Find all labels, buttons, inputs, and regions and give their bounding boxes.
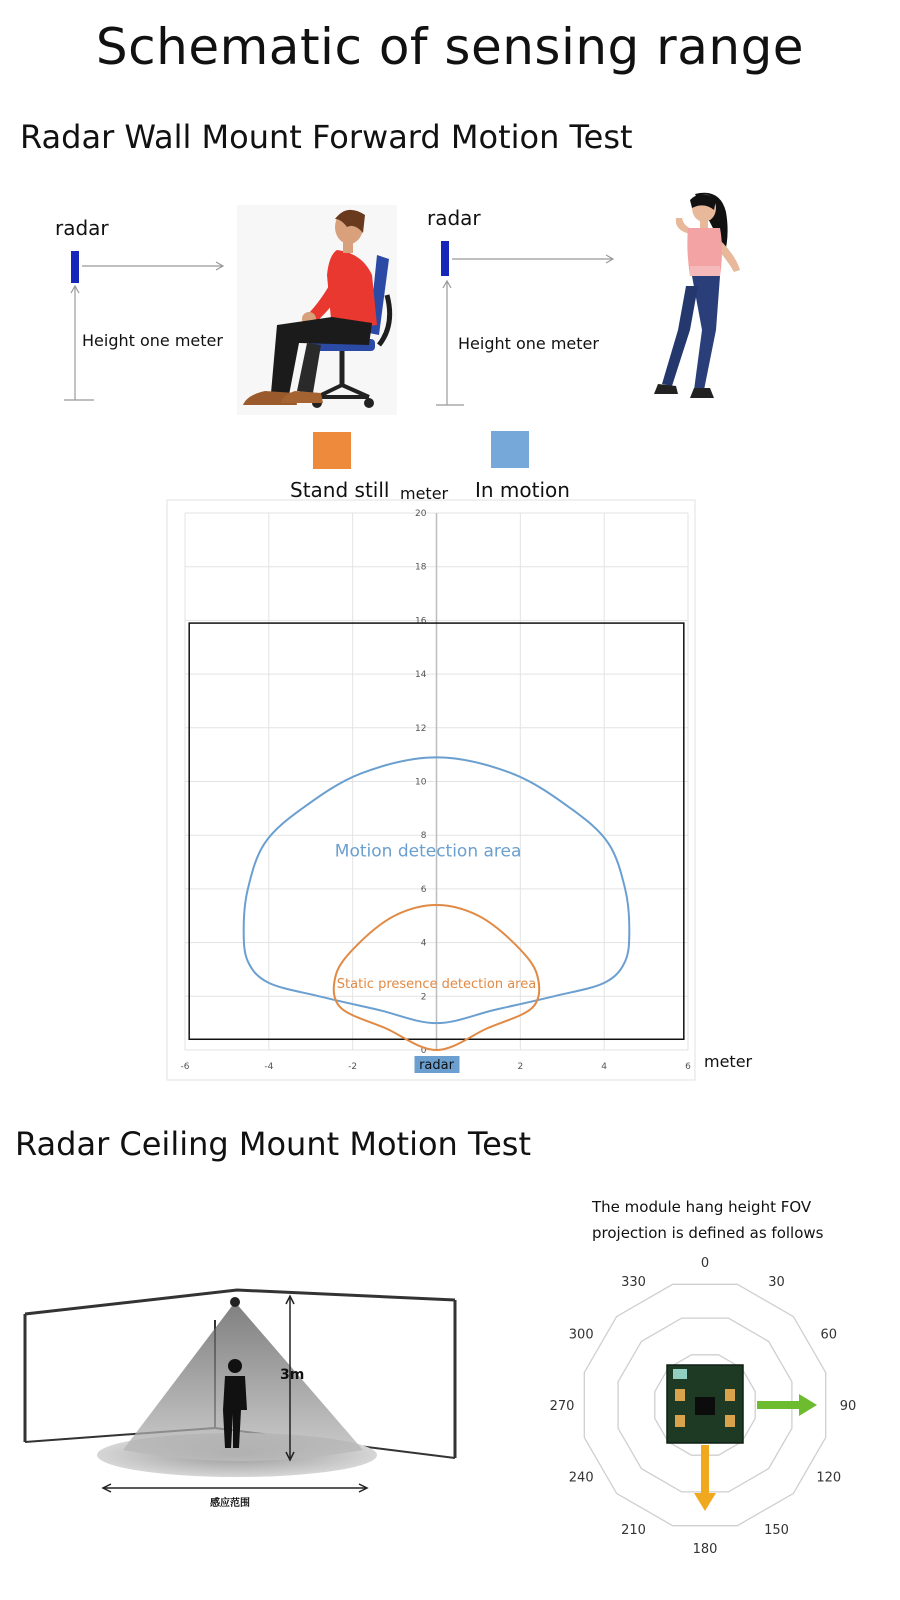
detection-area-label: Motion detection area: [334, 841, 522, 862]
x-tick-label: -4: [264, 1062, 274, 1072]
page-title: Schematic of sensing range: [95, 18, 805, 76]
fov-angle-label: 210: [621, 1522, 646, 1538]
y-tick-label: 16: [415, 616, 427, 627]
x-tick-label: -2: [348, 1062, 358, 1072]
x-tick-label: -6: [180, 1062, 190, 1072]
sensing-range-label: 感应范围: [210, 1498, 250, 1509]
x-axis-title: meter: [704, 1052, 753, 1071]
detection-area-label: Static presence detection area: [336, 977, 537, 993]
arrow-180-shaft: [701, 1445, 709, 1495]
fov-angle-label: 30: [768, 1275, 785, 1291]
fov-note-line1: The module hang height FOV: [592, 1198, 812, 1216]
module-connector: [673, 1369, 687, 1379]
y-tick-label: 20: [415, 509, 427, 519]
y-tick-label: 10: [415, 777, 427, 788]
x-tick-label: 2: [517, 1062, 524, 1072]
y-tick-label: 4: [420, 938, 427, 949]
module-antenna-pad: [675, 1389, 685, 1401]
ceiling-mount-heading: Radar Ceiling Mount Motion Test: [15, 1125, 531, 1163]
fov-angle-label: 330: [621, 1275, 646, 1291]
y-tick-label: 12: [415, 723, 427, 734]
module-antenna-pad: [725, 1415, 735, 1427]
x-tick-label: 6: [685, 1062, 691, 1072]
fov-angle-label: 270: [549, 1399, 575, 1414]
arrow-90-head: [799, 1394, 817, 1416]
fov-angle-label: 240: [568, 1470, 594, 1486]
fov-angle-label: 180: [692, 1542, 718, 1557]
y-axis-title: meter: [400, 484, 449, 503]
fov-angle-label: 300: [568, 1327, 594, 1343]
radar-label-right: radar: [427, 206, 481, 230]
fov-angle-label: 90: [839, 1399, 857, 1414]
module-chip: [695, 1397, 715, 1415]
y-tick-label: 8: [420, 831, 427, 842]
y-tick-label: 14: [415, 670, 427, 681]
fov-note-line2: projection is defined as follows: [592, 1224, 824, 1242]
x-tick-label: 4: [601, 1062, 608, 1072]
ceiling-height-label: 3m: [280, 1367, 305, 1383]
legend-label-stand-still: Stand still: [290, 478, 390, 502]
height-label-left: Height one meter: [82, 331, 223, 350]
arrow-180-head: [694, 1493, 716, 1511]
arrow-90-shaft: [757, 1401, 801, 1409]
wall-mount-heading: Radar Wall Mount Forward Motion Test: [20, 118, 633, 156]
legend-label-in-motion: In motion: [475, 478, 570, 502]
radar-origin-label: radar: [419, 1058, 454, 1073]
fov-angle-label: 60: [820, 1327, 838, 1343]
fov-angle-label: 120: [816, 1470, 842, 1486]
module-antenna-pad: [725, 1389, 735, 1401]
fov-angle-label: 0: [700, 1256, 710, 1271]
fov-angle-label: 150: [764, 1522, 789, 1538]
y-tick-label: 6: [420, 884, 427, 895]
height-label-right: Height one meter: [458, 334, 599, 353]
y-tick-label: 0: [420, 1046, 427, 1056]
y-tick-label: 2: [420, 992, 427, 1003]
module-antenna-pad: [675, 1415, 685, 1427]
y-tick-label: 18: [415, 562, 427, 573]
radar-label-left: radar: [55, 216, 109, 240]
